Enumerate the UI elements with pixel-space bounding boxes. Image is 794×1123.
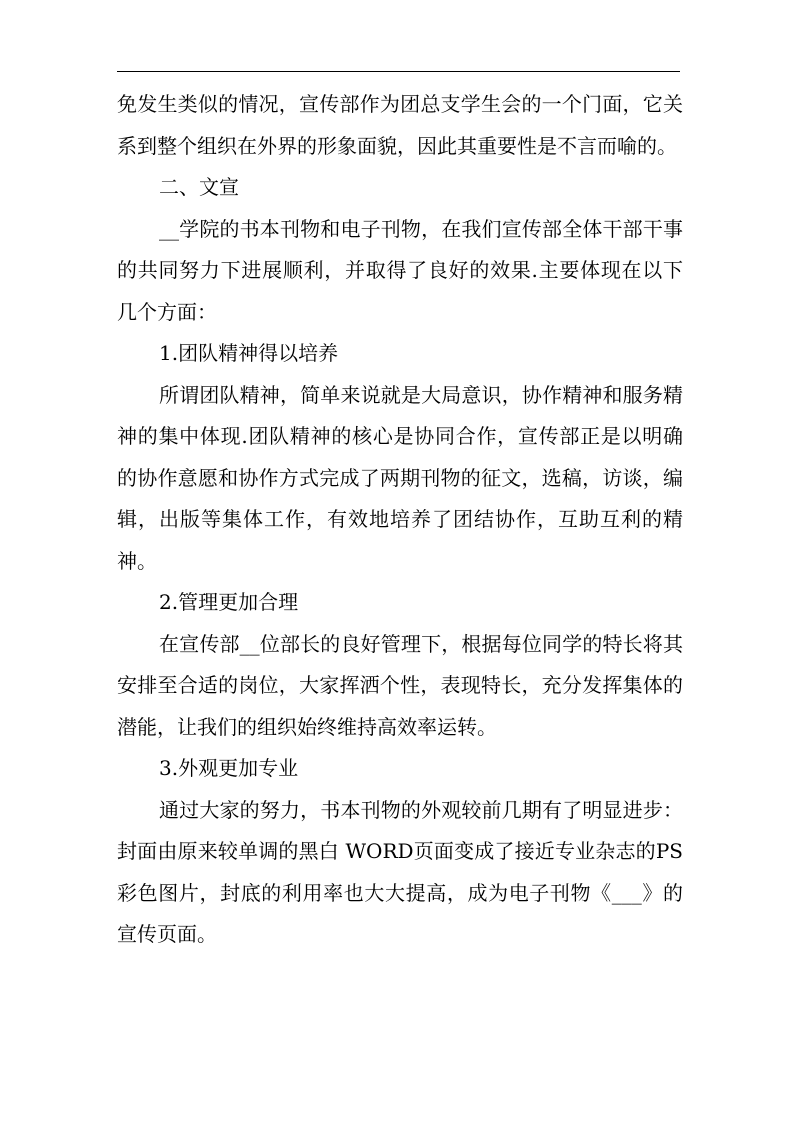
subheading-management: 2.管理更加合理: [159, 590, 299, 614]
header-rule: [117, 71, 680, 72]
subheading-appearance: 3.外观更加专业: [159, 756, 299, 780]
paragraph-team-spirit: 所谓团队精神，简单来说就是大局意识，协作精神和服务精神的集中体现.团队精神的核心是协同合作，宣传部正是以明确的协作意愿和协作方式完成了两期刊物的征文，选稿，访谈，编辑，出版等集体工作，有效地培养了团结协作，互助互利的精神。: [117, 382, 683, 573]
paragraph-appearance: 通过大家的努力，书本刊物的外观较前几期有了明显进步：封面由原来较单调的黑白 WORD页面变成了接近专业杂志的PS彩色图片，封底的利用率也大大提高，成为电子刊物《___》的宣传页面。: [117, 797, 683, 946]
document-body: [117, 84, 683, 956]
paragraph-continuation: 免发生类似的情况，宣传部作为团总支学生会的一个门面，它关系到整个组织在外界的形象面貌，因此其重要性是不言而喻的。: [117, 92, 683, 158]
paragraph-intro: __学院的书本刊物和电子刊物，在我们宣传部全体干部干事的共同努力下进展顺利，并取得了良好的效果.主要体现在以下几个方面：: [117, 216, 683, 324]
paragraph-management: 在宣传部__位部长的良好管理下，根据每位同学的特长将其安排至合适的岗位，大家挥洒个性，表现特长，充分发挥集体的潜能，让我们的组织始终维持高效率运转。: [117, 631, 683, 739]
subheading-team-spirit: 1.团队精神得以培养: [159, 341, 339, 365]
section-heading-wenxuan: 二、文宣: [159, 175, 239, 199]
